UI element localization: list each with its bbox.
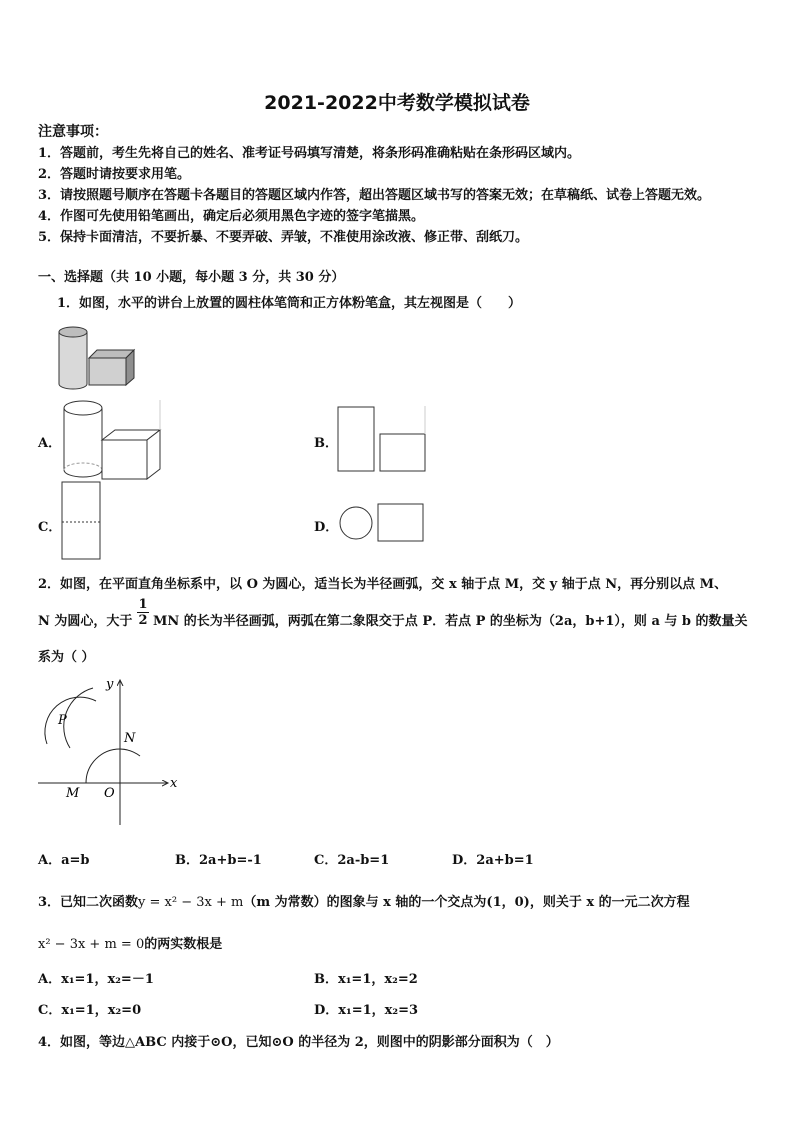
q2-option-d[interactable]: D．2a+b=1 [452,853,534,868]
q3-option-d[interactable]: D．x₁=1，x₂=3 [314,1003,419,1018]
q3-line-1-post: （m 为常数）的图象与 x 轴的一个交点为(1，0)，则关于 x 的一元二次方程 [243,895,690,910]
q1-option-a-figure [60,394,165,484]
q1-option-a-label: A． [38,436,62,451]
q2-fraction-numerator: 1 [138,597,148,612]
q2-option-b[interactable]: B．2a+b=-1 [175,853,262,868]
q2-label-y: y [106,677,114,692]
q2-label-p: P [58,713,67,728]
q2-fraction-denominator: 2 [138,613,148,628]
q2-option-c[interactable]: C．2a-b=1 [314,853,390,868]
q1-option-c-figure [60,480,105,562]
q3-option-b[interactable]: B．x₁=1，x₂=2 [314,972,418,987]
q3-line-2 [38,933,222,952]
q2-fraction [137,598,149,627]
notice-item-2: 2．答题时请按要求用笔。 [38,167,191,182]
notice-item-4: 4．作图可先使用铅笔画出，确定后必须用黑色字迹的签字笔描黑。 [38,209,425,224]
section-heading: 一、选择题（共 10 小题，每小题 3 分，共 30 分） [38,270,345,285]
notice-heading: 注意事项： [38,124,108,140]
q3-option-a-pre: A．x [38,972,69,987]
q3-option-a-text: ₁=1，x₂=－1 [68,972,154,987]
q2-figure [30,668,190,833]
q3-line-2-post: 的两实数根是 [144,937,223,952]
q1-option-c-label: C． [38,520,62,535]
q3-line-1 [38,891,690,910]
q2-line-2-pre: N 为圆心，大于 [38,614,133,629]
q2-label-n: N [124,731,136,746]
q2-line-3: 系为（ ） [38,650,95,665]
q3-equation: x² − 3x + m = 0 [38,937,145,952]
q2-option-a[interactable]: A．a=b [38,853,90,868]
notice-item-5: 5．保持卡面清洁，不要折暴、不要弄破、弄皱，不准使用涂改液、修正带、刮纸刀。 [38,230,529,245]
q3-line-1-pre: 3．已知二次函数 [38,895,139,910]
q1-option-b-figure [336,404,431,476]
q2-line-2-post: MN 的长为半径画弧，两弧在第二象限交于点 P．若点 P 的坐标为（2a，b+1），则 a 与 b 的数量关 [153,614,748,629]
page-title: 2021-2022中考数学模拟试卷 [264,92,530,114]
q1-option-b-label: B． [314,436,338,451]
q3-option-c[interactable]: C．x₁=1，x₂=0 [38,1003,142,1018]
q2-label-x: x [170,776,178,791]
q4-stem: 4．如图，等边△ABC 内接于⊙O，已知⊙O 的半径为 2，则图中的阴影部分面积为（ ） [38,1035,559,1050]
q2-arc-mn [86,749,120,783]
q3-option-a[interactable] [38,968,154,987]
q2-label-m: M [66,786,80,801]
q2-label-o: O [104,786,115,801]
q1-main-figure [55,322,140,392]
q2-line-1: 2．如图，在平面直角坐标系中，以 O 为圆心，适当长为半径画弧，交 x 轴于点 M，交 y 轴于点 N，再分别以点 M、 [38,577,728,592]
q3-function: y = x² − 3x + m [138,895,244,910]
q1-stem: 1．如图，水平的讲台上放置的圆柱体笔筒和正方体粉笔盒，其左视图是（ ） [57,296,522,311]
q1-option-d-label: D． [314,520,339,535]
q1-option-d-figure [336,500,428,544]
notice-item-3: 3．请按照题号顺序在答题卡各题目的答题区域内作答，超出答题区域书写的答案无效；在草稿纸、试卷上答题无效。 [38,188,711,203]
notice-item-1: 1．答题前，考生先将自己的姓名、准考证号码填写清楚，将条形码准确粘贴在条形码区域内。 [38,146,581,161]
